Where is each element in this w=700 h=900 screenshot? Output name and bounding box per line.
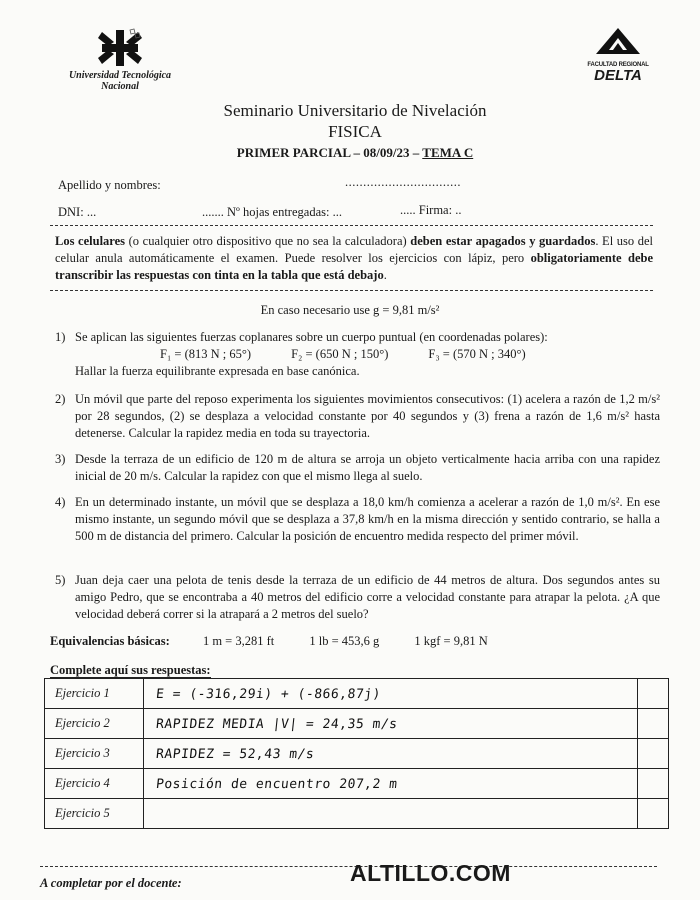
watermark: ALTILLO.COM xyxy=(350,860,511,886)
answer-row-label: Ejercicio 5 xyxy=(45,799,144,829)
utn-emblem-icon xyxy=(94,28,146,68)
answer-row-label: Ejercicio 1 xyxy=(45,679,144,709)
answer-row-label: Ejercicio 3 xyxy=(45,739,144,769)
exam-subtitle xyxy=(150,144,560,162)
table-row xyxy=(45,709,669,739)
title-block xyxy=(150,100,560,162)
score-cell xyxy=(638,709,669,739)
university-line1: Universidad Tecnológica xyxy=(68,70,172,81)
table-row xyxy=(45,799,669,829)
table-row xyxy=(45,739,669,769)
sheets-field[interactable]: ....... Nº hojas entregadas: ... xyxy=(202,205,342,219)
utn-logo xyxy=(60,28,180,92)
signature-field[interactable]: ..... Firma: .. xyxy=(400,203,462,217)
exercise-number: 1) xyxy=(55,330,66,344)
table-row xyxy=(45,769,669,799)
exercise-3 xyxy=(55,451,660,485)
score-cell xyxy=(638,799,669,829)
page-title: Seminario Universitario de Nivelación xyxy=(223,101,487,120)
answer-value: E = (-316,29i) + (-866,87j) xyxy=(155,686,382,702)
equivalence-item: 1 kgf = 9,81 N xyxy=(414,634,488,648)
answer-row-label: Ejercicio 4 xyxy=(45,769,144,799)
exercise-number: 5) xyxy=(55,573,66,587)
university-name xyxy=(60,70,180,92)
force-2: F₂ = (650 N ; 150°) xyxy=(291,347,389,361)
faculty-name: DELTA xyxy=(594,67,642,84)
answer-value: RAPIDEZ = 52,43 m/s xyxy=(155,746,315,762)
exercise-text: Un móvil que parte del reposo experimenta los siguientes movimientos consecutivos: (1) acelera a razón de 1,2 m/s² por 28 segundos, (2) se desplaza a velocidad constante por 40 segundos y (3) frena a razón de 1,6 m/s² hasta detenerse. Calcular la rapidez media en toda su trayectoria. xyxy=(75,392,660,440)
warning-part2: (o cualquier otro dispositivo que no sea la calculadora) xyxy=(125,234,411,248)
exercise-1 xyxy=(55,329,660,380)
warning-part1: Los celulares xyxy=(55,234,126,248)
university-line2: Nacional xyxy=(101,81,139,92)
exam-prefix: PRIMER PARCIAL – 08/09/23 – xyxy=(236,145,423,160)
faculty-small-label: FACULTAD REGIONAL xyxy=(587,62,649,68)
answer-value: RAPIDEZ MEDIA |V| = 24,35 m/s xyxy=(155,716,399,732)
divider-mid xyxy=(50,290,653,291)
exercise-text: Desde la terraza de un edificio de 120 m de altura se arroja un objeto verticalmente hacia arriba con una rapidez inicial de 20 m/s. Calcular la rapidez con que el mismo llega al suelo. xyxy=(75,452,660,483)
equivalences xyxy=(50,634,660,649)
delta-triangle-icon xyxy=(593,26,643,56)
warning-part6: . xyxy=(383,268,387,282)
dni-field[interactable]: DNI: ... xyxy=(58,205,97,219)
force-3: F₃ = (570 N ; 340°) xyxy=(428,347,526,361)
gravity-note: En caso necesario use g = 9,81 m/s² xyxy=(260,303,440,317)
exercise-5 xyxy=(55,572,660,623)
exercise-text: En un determinado instante, un móvil que se desplaza a 18,0 km/h comienza a acelerar a razón de 1,0 m/s². En ese mismo instante, un segundo móvil que se desplaza a 37,8 km/h en la misma dirección y sentido contrario, se halla a 500 m de distancia del primero. Calcular la posición de encuentro medida respecto del primer móvil. xyxy=(75,495,660,543)
warning-part5: obligatoriamente debe transcribir las respuestas con tinta en la tabla que está debajo xyxy=(55,251,653,282)
answer-cell[interactable] xyxy=(143,769,637,799)
answer-value: Posición de encuentro 207,2 m xyxy=(155,776,399,792)
teacher-label: A completar por el docente: xyxy=(40,876,182,890)
answer-cell[interactable] xyxy=(143,799,637,829)
answers-label: Complete aquí sus respuestas: xyxy=(50,663,211,677)
subject-title: FISICA xyxy=(328,122,382,141)
score-cell xyxy=(638,739,669,769)
divider-top xyxy=(50,225,653,226)
delta-logo xyxy=(578,26,658,83)
name-field[interactable]: ................................ xyxy=(345,175,461,189)
exercise-text-2: Hallar la fuerza equilibrante expresada en base canónica. xyxy=(75,364,360,378)
exercise-number: 4) xyxy=(55,495,66,509)
name-label: Apellido y nombres: xyxy=(58,178,161,192)
exam-tema: TEMA C xyxy=(422,145,474,160)
equivalence-item: 1 m = 3,281 ft xyxy=(202,634,275,648)
warning-text xyxy=(55,233,653,284)
answer-cell[interactable] xyxy=(143,709,637,739)
equivalences-label: Equivalencias básicas: xyxy=(50,634,170,648)
answer-cell[interactable] xyxy=(143,679,637,709)
force-1: F₁ = (813 N ; 65°) xyxy=(160,347,252,361)
warning-part3: deben estar apagados y guardados xyxy=(410,234,596,248)
answer-row-label: Ejercicio 2 xyxy=(45,709,144,739)
forces-list xyxy=(75,346,660,363)
table-row xyxy=(45,679,669,709)
exercise-2 xyxy=(55,391,660,442)
divider-bottom xyxy=(40,866,657,867)
exercise-number: 3) xyxy=(55,452,66,466)
exercise-4 xyxy=(55,494,660,545)
exercise-text: Se aplican las siguientes fuerzas coplanares sobre un cuerpo puntual (en coordenadas polares): xyxy=(75,330,548,344)
answers-table xyxy=(44,678,669,829)
equivalence-item: 1 lb = 453,6 g xyxy=(309,634,380,648)
answer-cell[interactable] xyxy=(143,739,637,769)
score-cell xyxy=(638,679,669,709)
exercise-text: Juan deja caer una pelota de tenis desde la terraza de un edificio de 44 metros de altura. Dos segundos antes su amigo Pedro, que se encontraba a 40 metros del edificio corre a velocidad constante para atrapar la pelota. ¿A que velocidad deberá correr si la atrapará a 2 metros del suelo? xyxy=(75,573,660,621)
warning-part4: . El uso del celular anula automáticamente el examen. Puede resolver los ejercicios con lápiz, pero xyxy=(55,234,654,265)
score-cell xyxy=(638,769,669,799)
exercise-number: 2) xyxy=(55,392,66,406)
